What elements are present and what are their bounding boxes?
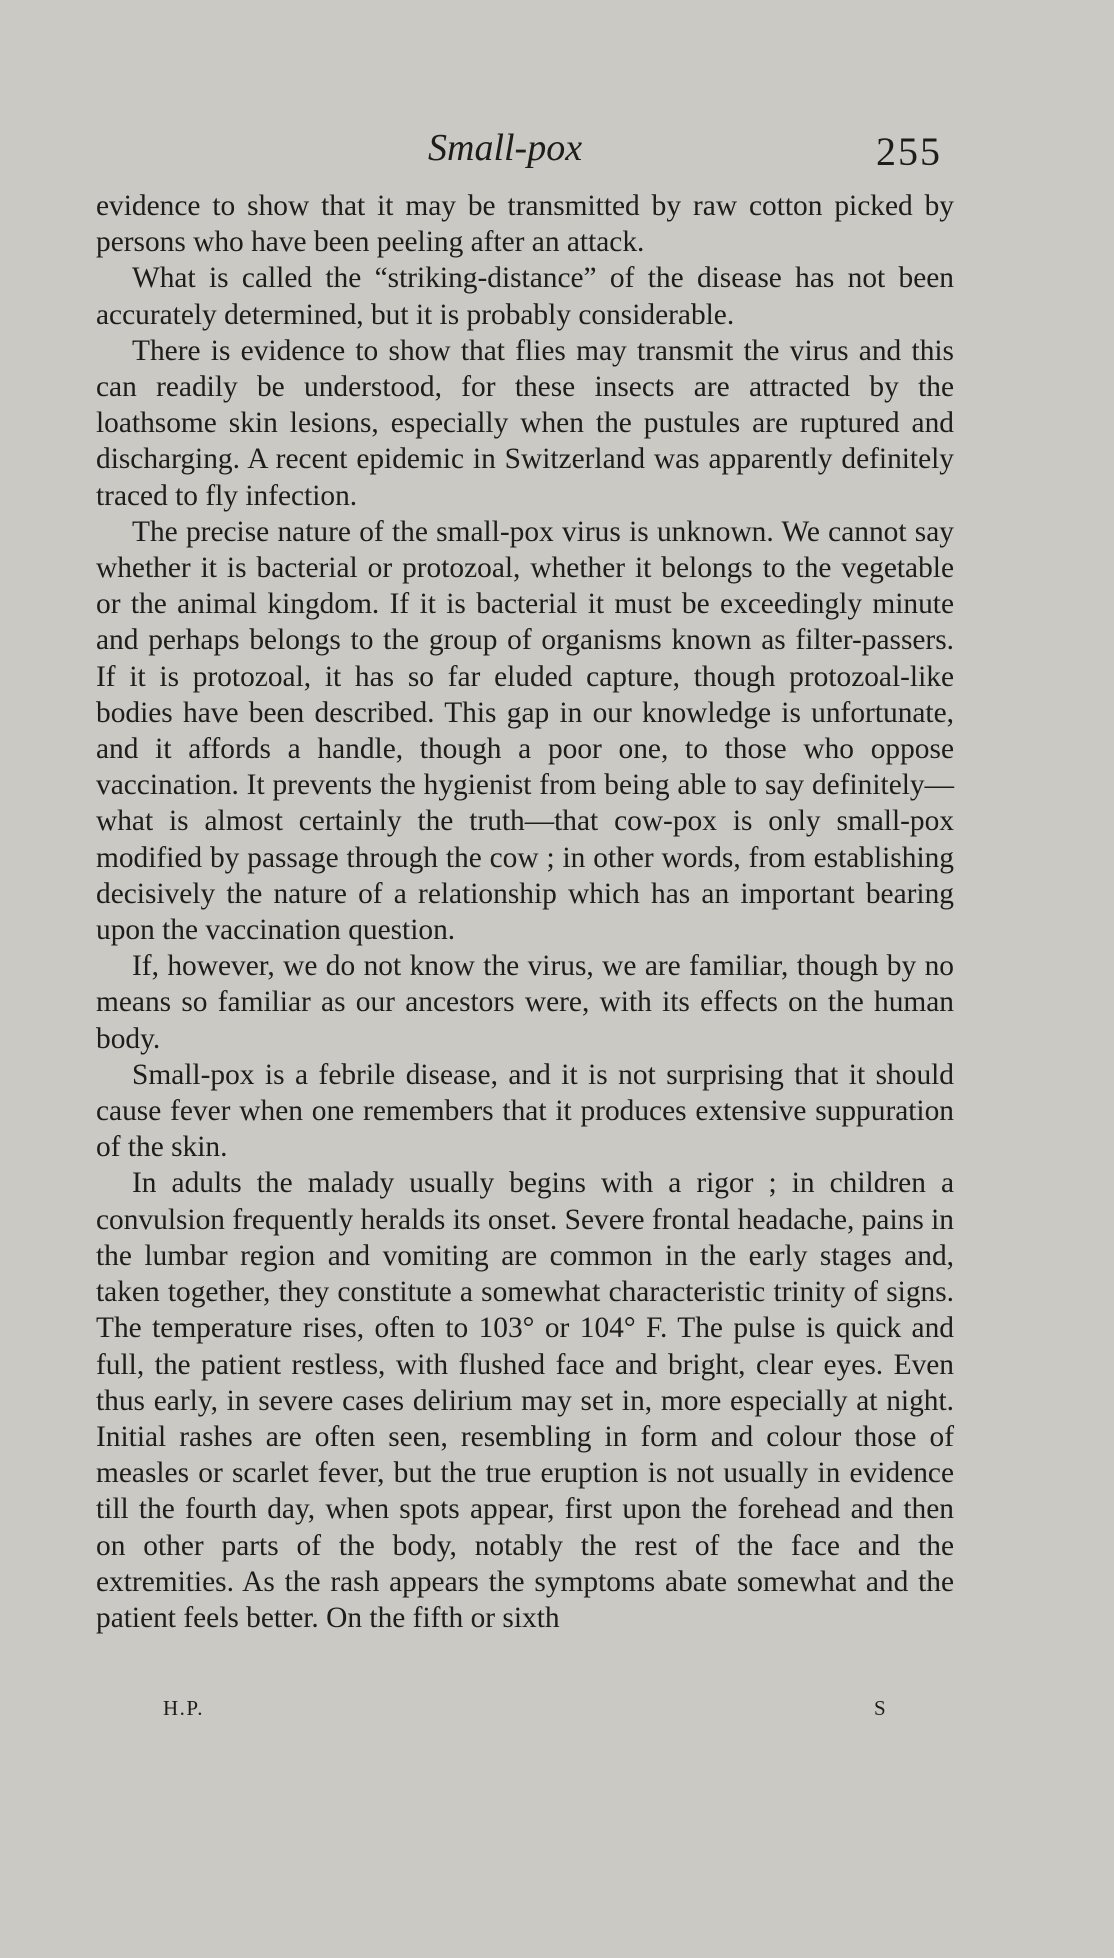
paragraph: In adults the malady usually begins with a rigor ; in children a convulsion frequently heralds its onset. Severe frontal headache, pains in the lumbar region and vomiting are common in the early stages and, taken together, they constitute a somewhat characteristic trinity of signs. The temperature rises, often to 103° or 104° F. The pulse is quick and full, the patient restless, with flushed face and bright, clear eyes. Even thus early, in severe cases delirium may set in, more especially at night. Initial rashes are often seen, resembling in form and colour those of measles or scarlet fever, but the true eruption is not usually in evidence till the fourth day, when spots appear, first upon the forehead and then on other parts of the body, notably the rest of the face and the extremities. As the rash appears the symptoms abate somewhat and the patient feels better. On the fifth or sixth <box>96 1167 954 1634</box>
paragraph: The precise nature of the small-pox virus is unknown. We cannot say whether it is bacterial or protozoal, whether it belongs to the vegetable or the animal kingdom. If it is bacterial it must be exceedingly minute and perhaps belongs to the group of organisms known as filter-passers. If it is protozoal, it has so far eluded capture, though protozoal-like bodies have been described. This gap in our knowledge is unfortunate, and it affords a handle, though a poor one, to those who oppose vaccination. It prevents the hygienist from being able to say definitely—what is almost certainly the truth—that cow-pox is only small-pox modified by passage through the cow ; in other words, from establishing decisively the nature of a relationship which has an important bearing upon the vaccination question. <box>96 515 954 947</box>
page-header <box>0 126 1114 176</box>
running-title: Small-pox <box>428 127 583 169</box>
page-number: 255 <box>876 129 942 174</box>
paragraph: If, however, we do not know the virus, we are familiar, though by no means so familiar as our ancestors were, with its effects on the human body. <box>96 950 954 1055</box>
paragraph: Small-pox is a febrile disease, and it is not surprising that it should cause fever when one remembers that it produces extensive suppuration of the skin. <box>96 1058 954 1164</box>
paragraph: What is called the “striking-distance” of the disease has not been accurately determined, but it is probably considerable. <box>96 262 954 331</box>
paragraph: evidence to show that it may be transmitted by raw cotton picked by persons who have been peeling after an attack. <box>96 190 954 259</box>
body-text <box>96 188 954 1636</box>
paragraph: There is evidence to show that flies may transmit the virus and this can readily be understood, for these insects are attracted by the loathsome skin lesions, especially when the pustules are ruptured and discharging. A recent epidemic in Switzerland was apparently definitely traced to fly infection. <box>96 334 954 512</box>
page-footer <box>0 1696 1114 1726</box>
signature-mark-left: H.P. <box>163 1696 205 1720</box>
signature-mark-right: S <box>874 1696 888 1720</box>
